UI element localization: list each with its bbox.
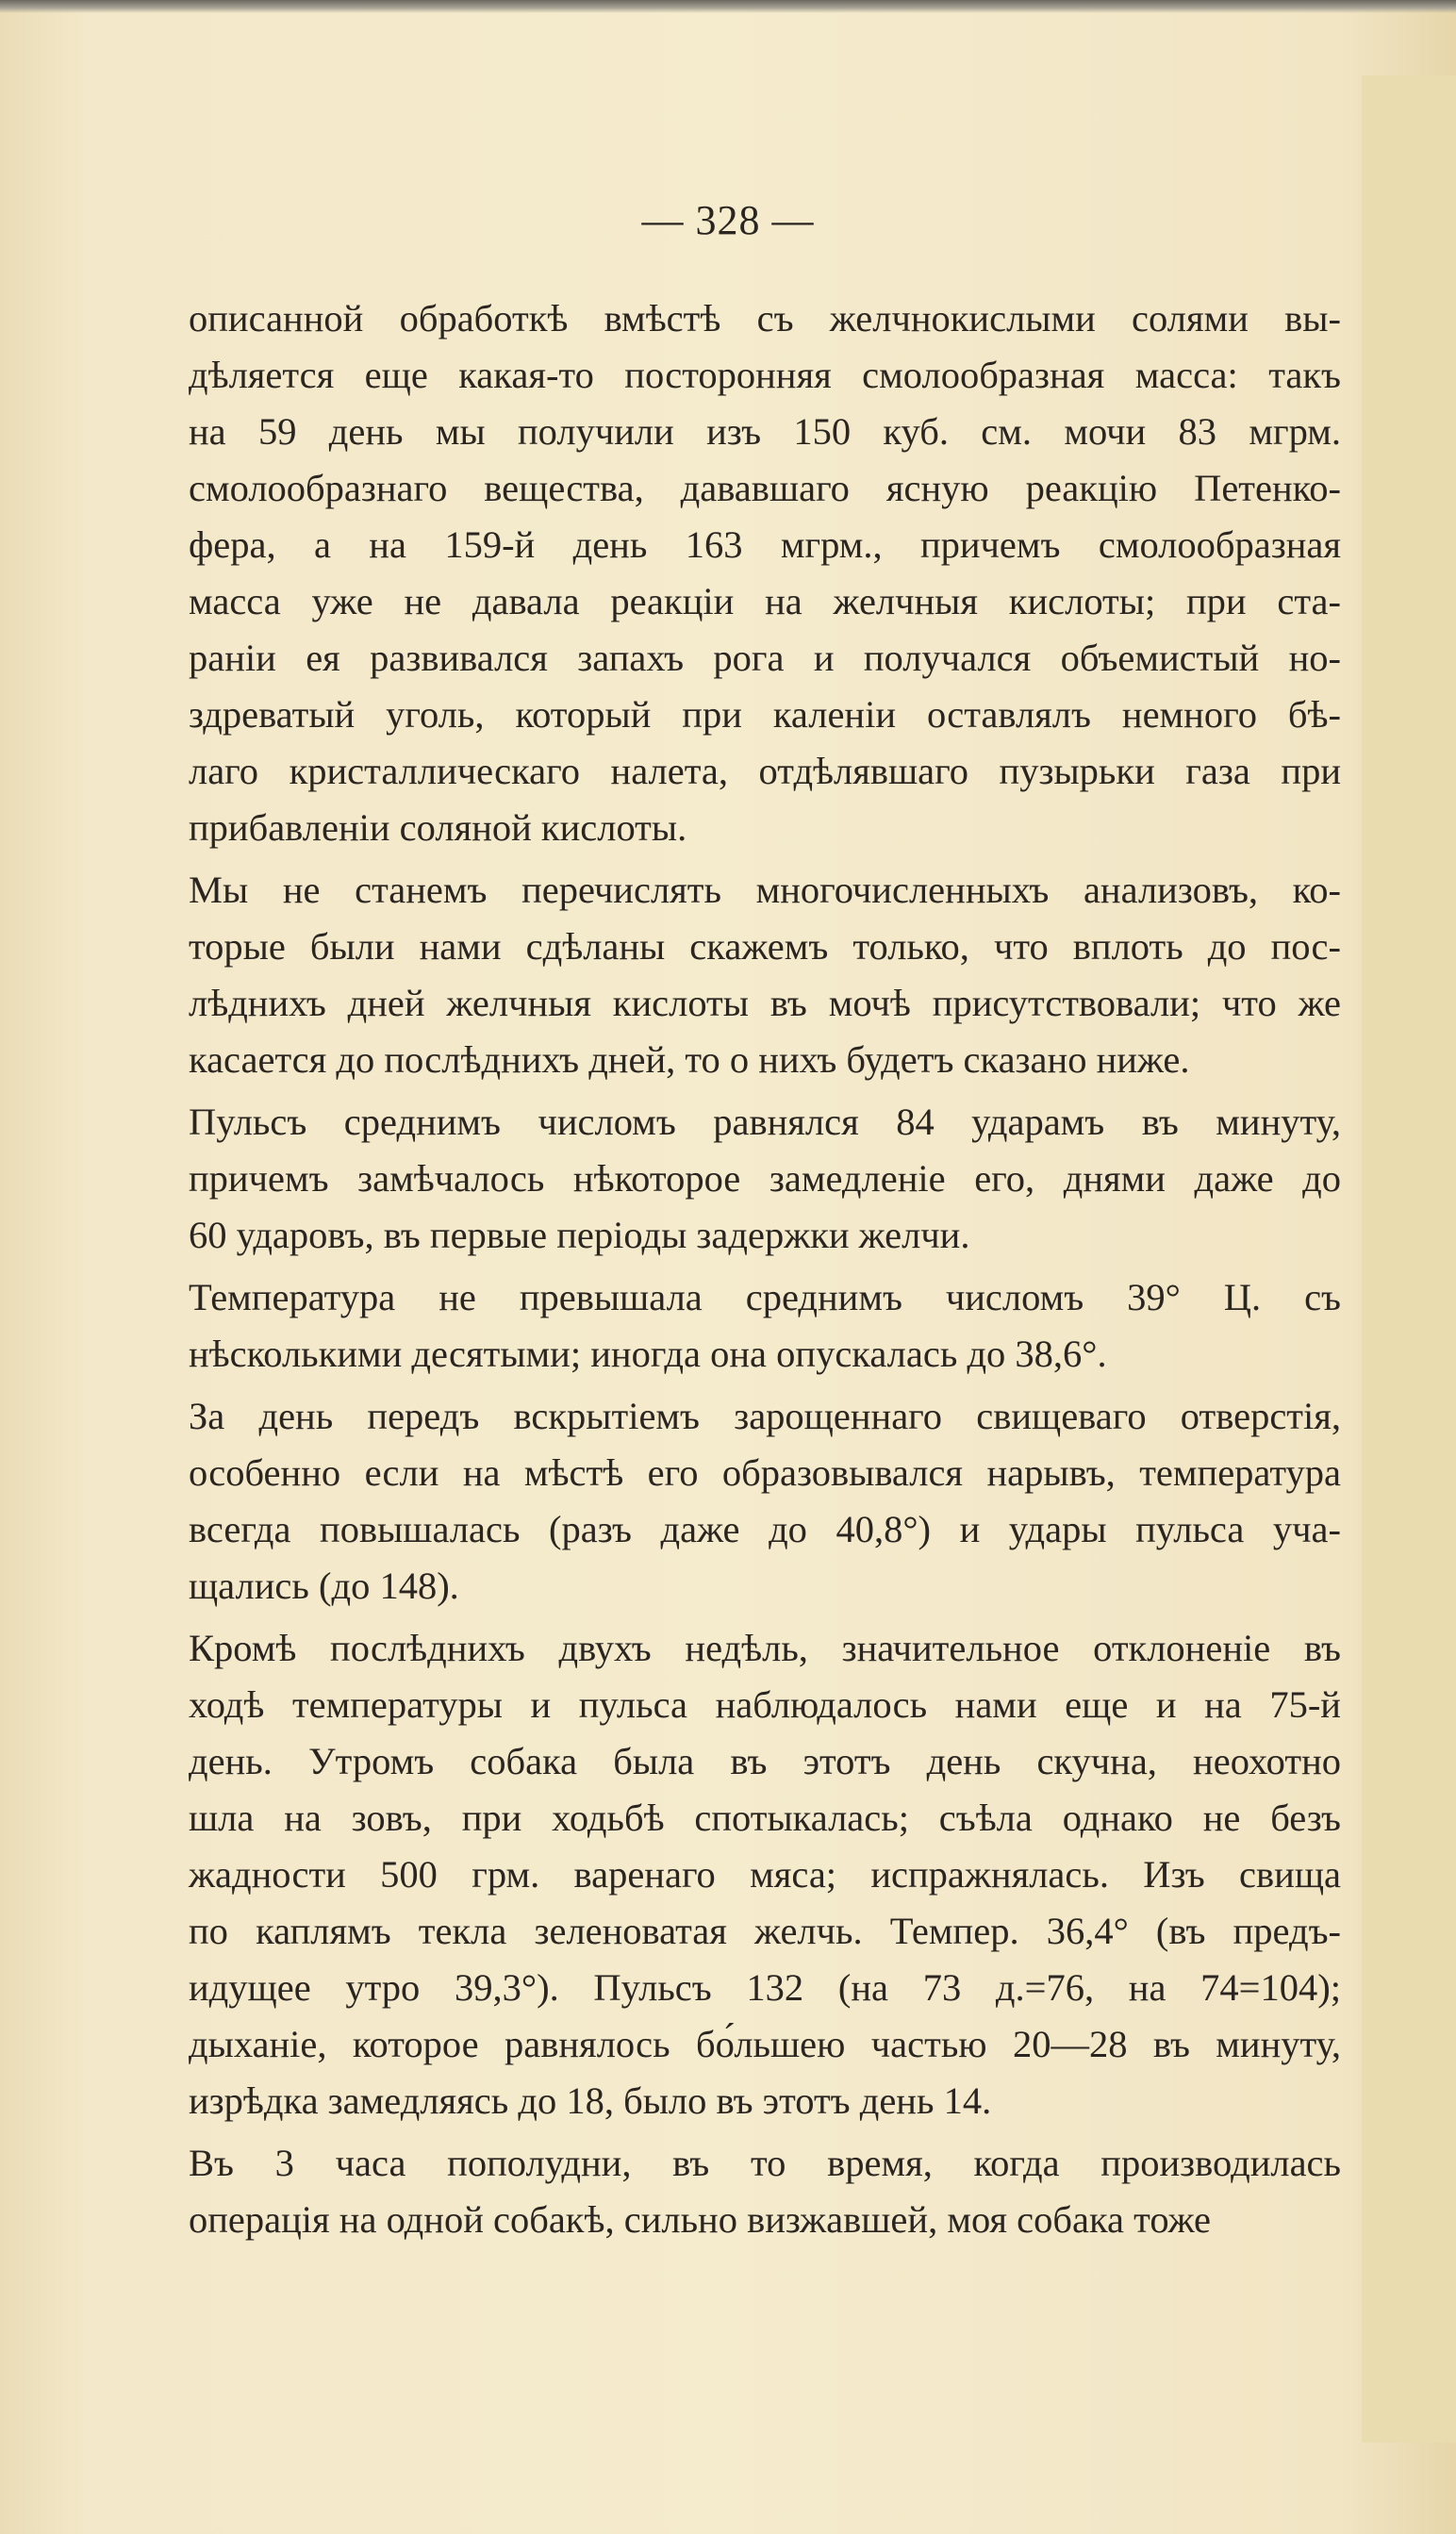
text-line: день. Утромъ собака была въ этотъ день скучна, неохотно <box>189 1740 1341 1782</box>
text-line: особенно если на мѣстѣ его образовывался нарывъ, температура <box>189 1451 1341 1494</box>
paragraph <box>189 1269 1341 1383</box>
paragraph <box>189 862 1341 1088</box>
text-line: Въ 3 часа пополудни, въ то время, когда производилась <box>189 2142 1341 2184</box>
text-line: Мы не станемъ перечислять многочисленныхъ анализовъ, ко- <box>189 869 1341 911</box>
paragraph <box>189 1388 1341 1615</box>
text-line: фера, а на 159-й день 163 мгрм., причемъ смолообразная <box>189 523 1341 566</box>
text-line: масса уже не давала реакціи на желчныя кислоты; при ста- <box>189 580 1341 622</box>
text-line: причемъ замѣчалось нѣкоторое замедленіе его, днями даже до <box>189 1157 1341 1200</box>
text-line: здреватый уголь, который при каленіи оставлялъ немного бѣ- <box>189 693 1341 736</box>
text-line: прибавленіи соляной кислоты. <box>189 806 687 849</box>
text-line: дѣляется еще какая-то посторонняя смолообразная масса: такъ <box>189 354 1341 396</box>
text-line: смолообразнаго вещества, дававшаго ясную реакцію Петенко- <box>189 467 1341 509</box>
text-line: лѣднихъ дней желчныя кислоты въ мочѣ присутствовали; что же <box>189 982 1341 1024</box>
text-line: идущее утро 39,3°). Пульсъ 132 (на 73 д.=76, на 74=104); <box>189 1966 1341 2009</box>
text-line: на 59 день мы получили изъ 150 куб. см. мочи 83 мгрм. <box>189 410 1341 453</box>
text-line: дыханіе, которое равнялось бо́льшею частью 20—28 въ минуту, <box>189 2023 1341 2065</box>
page-number: — 328 — <box>641 197 815 243</box>
text-line: раніи ея развивался запахъ рога и получался объемистый но- <box>189 637 1341 679</box>
text-line: касается до послѣднихъ дней, то о нихъ будетъ сказано ниже. <box>189 1038 1190 1081</box>
text-line: Кромѣ послѣднихъ двухъ недѣль, значительное отклоненіе въ <box>189 1627 1341 1669</box>
text-line: торые были нами сдѣланы скажемъ только, что вплоть до пос- <box>189 925 1341 968</box>
text-line: За день передъ вскрытіемъ зарощеннаго свищеваго отверстія, <box>189 1395 1341 1437</box>
text-line: операція на одной собакѣ, сильно визжавшей, моя собака тоже <box>189 2198 1211 2241</box>
text-line: шла на зовъ, при ходьбѣ спотыкалась; съѣла однако не безъ <box>189 1797 1341 1839</box>
text-line: по каплямъ текла зеленоватая желчь. Темпер. 36,4° (въ предъ- <box>189 1910 1341 1952</box>
paragraph <box>189 2135 1341 2248</box>
text-line: жадности 500 грм. варенаго мяса; испражнялась. Изъ свища <box>189 1853 1341 1896</box>
text-line: щались (до 148). <box>189 1565 459 1607</box>
text-line: ходѣ температуры и пульса наблюдалось нами еще и на 75-й <box>189 1683 1341 1726</box>
text-line: Температура не превышала среднимъ числомъ 39° Ц. съ <box>189 1276 1341 1318</box>
text-body <box>189 290 1341 2254</box>
paragraph <box>189 290 1341 856</box>
text-line: нѣсколькими десятыми; иногда она опускалась до 38,6°. <box>189 1333 1107 1375</box>
text-line: 60 ударовъ, въ первые періоды задержки желчи. <box>189 1214 970 1256</box>
text-line: лаго кристаллическаго налета, отдѣлявшаго пузырьки газа при <box>189 750 1341 792</box>
paragraph <box>189 1094 1341 1264</box>
text-line: Пульсъ среднимъ числомъ равнялся 84 ударамъ въ минуту, <box>189 1101 1341 1143</box>
paragraph <box>189 1620 1341 2129</box>
text-line: изрѣдка замедляясь до 18, было въ этотъ день 14. <box>189 2079 992 2122</box>
page-top-edge <box>0 0 1456 13</box>
text-line: описанной обработкѣ вмѣстѣ съ желчнокислыми солями вы- <box>189 297 1341 340</box>
page-right-strip <box>1362 75 1456 2443</box>
text-line: всегда повышалась (разъ даже до 40,8°) и удары пульса уча- <box>189 1508 1341 1550</box>
